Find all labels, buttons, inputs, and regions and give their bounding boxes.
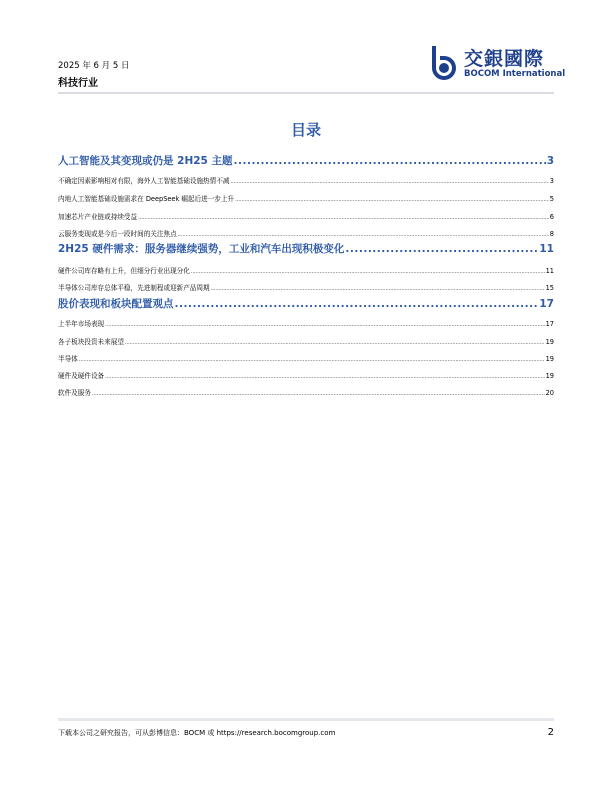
logo-english-name: BOCOM International	[464, 69, 566, 79]
toc-entry-page: 19	[545, 372, 554, 380]
bocom-logo-icon	[426, 44, 460, 82]
toc-entry-page: 15	[545, 284, 554, 292]
toc-entry-page: 11	[545, 267, 554, 275]
toc-entry-page: 20	[545, 389, 554, 397]
toc-entry-title: 软件及服务	[58, 389, 91, 397]
toc-entry-page: 8	[549, 230, 554, 238]
toc-entry-title: 股价表现和板块配置观点	[58, 298, 174, 310]
page-number: 2	[547, 727, 554, 738]
toc-leader-dots	[235, 197, 549, 203]
toc-leader-dots	[105, 374, 544, 380]
toc-entry-title: 半导体	[58, 355, 78, 363]
toc-subsection-entry[interactable]	[58, 211, 554, 221]
toc-entry-page: 3	[546, 155, 554, 167]
toc-leader-dots	[125, 340, 545, 346]
toc-subsection-entry[interactable]	[58, 336, 554, 346]
toc-entry-page: 5	[549, 195, 554, 203]
toc-leader-dots	[92, 391, 545, 397]
toc-leader-dots	[178, 232, 549, 238]
bocom-logo	[426, 44, 566, 84]
toc-subsection-entry[interactable]	[58, 228, 554, 238]
toc-section-entry[interactable]	[58, 153, 554, 168]
toc-section-entry[interactable]	[58, 241, 554, 256]
toc-entry-page: 17	[545, 320, 554, 328]
toc-entry-title: 各子板块投资未来展望	[58, 338, 124, 346]
toc-leader-dots	[230, 179, 548, 185]
toc-leader-dots	[175, 298, 539, 310]
toc-entry-page: 19	[545, 355, 554, 363]
toc-entry-page: 11	[539, 243, 554, 255]
toc-subsection-entry[interactable]	[58, 193, 554, 203]
toc-entry-title: 不确定因素影响相对有限，海外人工智能基础设施热情不减	[58, 177, 230, 185]
toc-entry-title: 内地人工智能基础设施需求在 DeepSeek 崛起后进一步上升	[58, 195, 235, 203]
toc-subsection-entry[interactable]	[58, 265, 554, 275]
toc-leader-dots	[105, 322, 544, 328]
header-divider	[58, 92, 554, 94]
toc-title: 目录	[290, 121, 321, 139]
toc-entry-page: 19	[545, 338, 554, 346]
toc-entry-title: 人工智能及其变现或仍是 2H25 主题	[58, 155, 233, 167]
toc-leader-dots	[191, 269, 545, 275]
report-sector: 科技行业	[58, 78, 98, 89]
toc-subsection-entry[interactable]	[58, 318, 554, 328]
toc-entry-title: 硬件及硬件设备	[58, 372, 105, 380]
footer-download-note: 下载本公司之研究报告，可从彭博信息：BOCM 或 https://research.bocomgroup.com	[58, 729, 336, 737]
toc-subsection-entry[interactable]	[58, 387, 554, 397]
toc-entry-title: 半导体公司库存总体平稳，先进制程或迎新产品周期	[58, 284, 210, 292]
report-date: 2025 年 6 月 5 日	[58, 61, 130, 71]
toc-entry-title: 上半年市场表现	[58, 320, 105, 328]
toc-entry-title: 2H25 硬件需求：服务器继续强势，工业和汽车出现积极变化	[58, 243, 345, 255]
toc-entry-page: 6	[549, 213, 554, 221]
toc-leader-dots	[79, 357, 545, 363]
toc-leader-dots	[234, 155, 546, 167]
toc-leader-dots	[345, 243, 538, 255]
toc-subsection-entry[interactable]	[58, 175, 554, 185]
toc-entry-page: 17	[539, 298, 554, 310]
toc-leader-dots	[211, 286, 545, 292]
toc-subsection-entry[interactable]	[58, 353, 554, 363]
toc-entry-title: 硬件公司库存略有上升，但细分行业出现分化	[58, 267, 190, 275]
toc-entry-title: 云服务变现或是今后一段时间的关注焦点	[58, 230, 177, 238]
toc-entry-page: 3	[549, 177, 554, 185]
toc-leader-dots	[138, 215, 549, 221]
toc-section-entry[interactable]	[58, 296, 554, 311]
toc-entry-title: 加速芯片产业链或持续受益	[58, 213, 138, 221]
logo-chinese-name: 交銀國際	[464, 48, 545, 70]
toc-subsection-entry[interactable]	[58, 370, 554, 380]
toc-subsection-entry[interactable]	[58, 282, 554, 292]
footer-divider	[58, 718, 554, 721]
